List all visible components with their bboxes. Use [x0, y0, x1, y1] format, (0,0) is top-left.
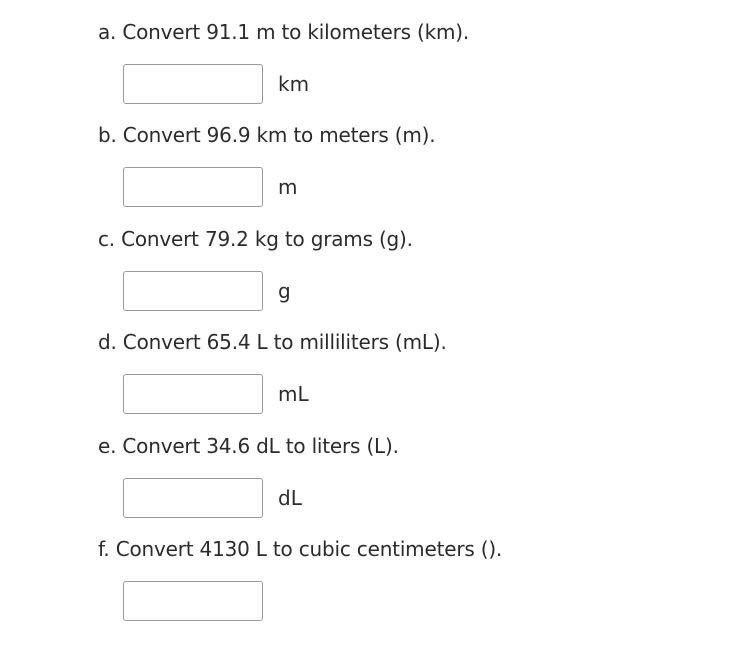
question-f	[98, 537, 698, 623]
question-c	[98, 227, 698, 313]
question-a-label: a. Convert 91.1 m to kilometers (km).	[98, 20, 470, 44]
answer-row-a	[123, 64, 698, 106]
question-c-label: c. Convert 79.2 kg to grams (g).	[98, 227, 413, 251]
answer-input-c[interactable]	[123, 271, 263, 311]
answer-row-d	[123, 374, 698, 416]
answer-input-d[interactable]	[123, 374, 263, 414]
question-d	[98, 330, 698, 416]
answer-row-c	[123, 271, 698, 313]
question-a	[98, 20, 698, 106]
unit-label-c: g	[278, 279, 291, 303]
answer-input-f[interactable]	[123, 581, 263, 621]
question-f-label: f. Convert 4130 L to cubic centimeters ().	[98, 537, 503, 561]
answer-row-b	[123, 167, 698, 209]
question-b-label: b. Convert 96.9 km to meters (m).	[98, 123, 436, 147]
unit-label-b: m	[278, 175, 298, 199]
unit-label-e: dL	[278, 486, 302, 510]
question-e-label: e. Convert 34.6 dL to liters (L).	[98, 434, 399, 458]
answer-row-f	[123, 581, 698, 623]
question-e	[98, 434, 698, 520]
unit-label-d: mL	[278, 382, 309, 406]
question-d-label: d. Convert 65.4 L to milliliters (mL).	[98, 330, 447, 354]
answer-row-e	[123, 478, 698, 520]
unit-label-a: km	[278, 72, 310, 96]
answer-input-a[interactable]	[123, 64, 263, 104]
answer-input-e[interactable]	[123, 478, 263, 518]
answer-input-b[interactable]	[123, 167, 263, 207]
question-b	[98, 123, 698, 209]
